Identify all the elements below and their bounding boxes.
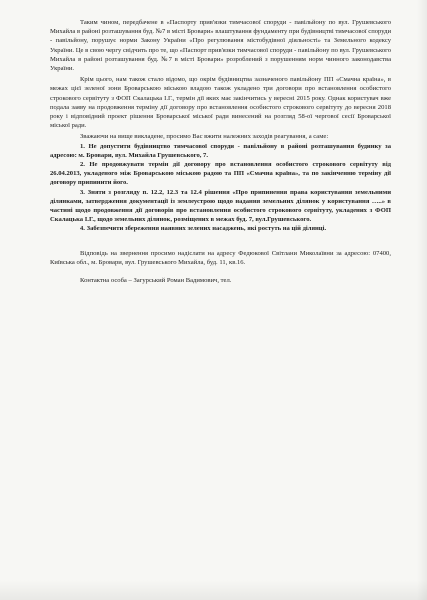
demand-point-2: 2. Не продовжувати термін дії договору про встановлення особистого строкового сервітуту від 26.04.2013, укладеного між Броварською міською радою та ПП «Смачна країна», та по закінченню терміну дії договору припинити його. [50, 161, 391, 187]
scan-shadow-right [417, 0, 427, 600]
paragraph-reply-address: Відповідь на звернення просимо надіслати на адресу Федюкової Світлани Миколаївни за адресою: 07400, Київська обл., м. Бровари, вул. Грушевського Михайла, буд. 11, кв.16. [50, 249, 391, 266]
demand-point-1: 1. Не допустити будівництво тимчасової споруди - павільйону в районі розташування будинку за адресою: м. Бровари, вул. Михайла Грушевського, 7. [50, 142, 391, 159]
paragraph-contact-person: Контактна особа – Загурський Роман Вадимович, тел. [80, 277, 232, 285]
paragraph-request-intro: Зважаючи на вище викладене, просимо Вас вжити належних заходів реагування, а саме: [80, 133, 329, 141]
paragraph-passport-violation: Таким чином, передбачене в «Паспорту прив'язки тимчасової споруди - павільйону по вул. Грушевського Михайла в районі розташування буд. №7 в місті Бровари» влаштування фундаменту при будівництві тимчасової споруди - павільйону, порушує норми Закону України «Про регулювання містобудівної діяльності» та Земельного кодексу України. Це в свою чергу свідчить про те, що «Паспорт прив'язки тимчасової споруди - павільйону по вул. Грушевського Михайла в районі розташування буд. №7 в місті Бровари» розроблений з порушенням норм чинного законодавства України. [50, 19, 391, 73]
demand-point-3: 3. Зняти з розгляду п. 12.2, 12.3 та 12.4 рішення «Про припинення права користування земельними ділянками, затвердження документації із землеустрою щодо надання земельних ділянок у користування …..» в частині щодо продовження дії договорів про встановлення особистого строкового сервітуту, укладених з ФОП Скалацька І.Г., щодо земельних ділянок, розміщених в межах буд. 7, вул.Грушевського. [50, 188, 391, 224]
paragraph-servitude-contracts: Крім цього, нам також стало відомо, що окрім будівництва зазначеного павільйону ПП «Смачна країна», в межах цієї зеленої зони Броварською міською владою також укладено три договори про встановлення особистого строкового сервітуту з ФОП Скалацька І.Г., термін дії яких має закінчитись у вересні 2015 року. Однак користувач вже подала заяву на продовження терміну дії договору про встановлення особистого строкового сервітуту до вересня 2018 року і відповідний проект рішення Броварської міської ради винесений на розгляд 58-ої чергової сесії Броварської міської ради. [50, 76, 391, 130]
scan-shadow-bottom [0, 580, 427, 600]
demand-point-4: 4. Забезпечити збереження наявних зелених насаджень, які ростуть на цій ділянці. [80, 225, 327, 233]
